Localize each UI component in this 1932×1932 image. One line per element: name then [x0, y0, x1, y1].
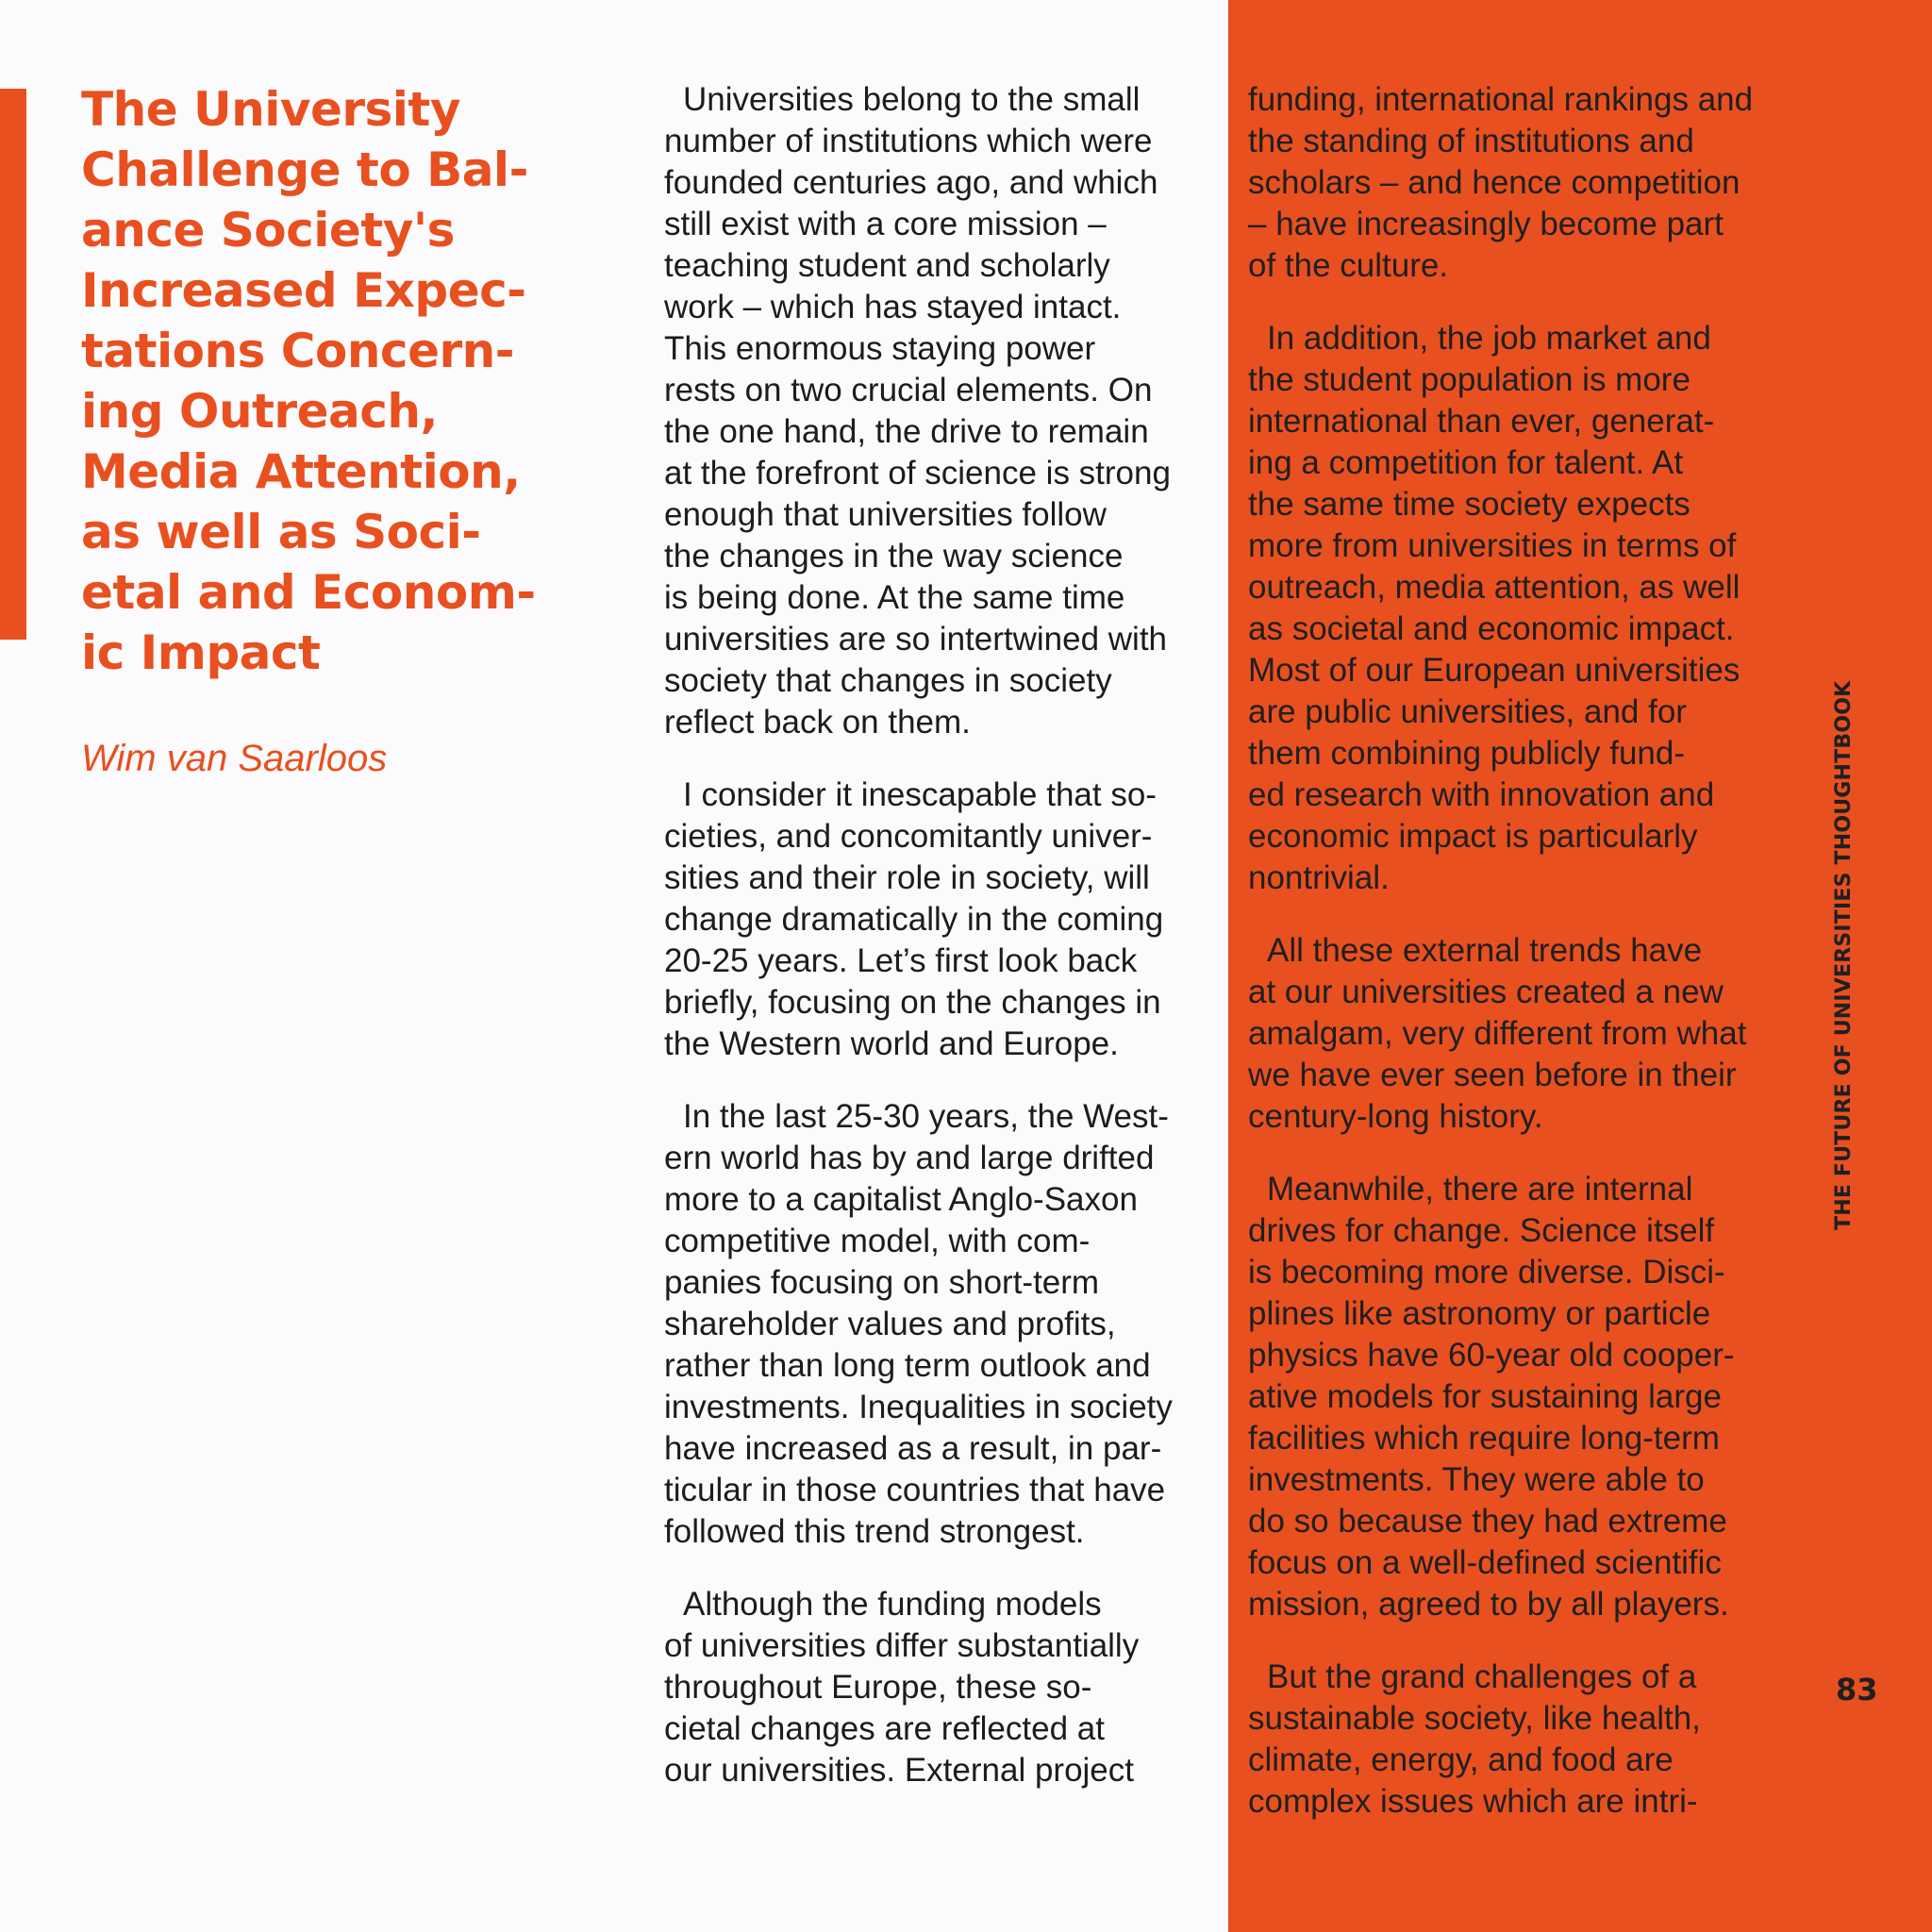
text-line: In addition, the job market and [1267, 320, 1711, 357]
text-line: the Western world and Europe. [664, 1025, 1119, 1062]
title-line: Challenge to Bal- [81, 142, 528, 197]
text-line: our universities. External project [664, 1752, 1134, 1789]
text-line: more from universities in terms of [1248, 527, 1737, 564]
text-line: nontrivial. [1248, 859, 1390, 896]
text-line: ing a competition for talent. At [1248, 444, 1684, 481]
paragraph [664, 774, 1192, 1065]
text-line: briefly, focusing on the changes in [664, 984, 1161, 1021]
text-line: drives for change. Science itself [1248, 1212, 1715, 1249]
text-line: ative models for sustaining large [1248, 1378, 1722, 1415]
text-line: Most of our European universities [1248, 652, 1740, 689]
text-line: panies focusing on short-term [664, 1264, 1100, 1301]
text-line: physics have 60-year old cooper- [1248, 1337, 1735, 1374]
text-line: sustainable society, like health, [1248, 1700, 1701, 1737]
title-line: ing Outreach, [81, 384, 438, 439]
text-line: ed research with innovation and [1248, 776, 1715, 813]
text-line: 20-25 years. Let’s first look back [664, 942, 1138, 979]
text-line: rests on two crucial elements. On [664, 372, 1153, 408]
accent-bar [0, 89, 26, 640]
text-line: at the forefront of science is strong [664, 455, 1171, 491]
text-line: Universities belong to the small [683, 81, 1141, 118]
title-line: tations Concern- [81, 324, 514, 378]
text-line: Although the funding models [683, 1586, 1102, 1623]
paragraph [1248, 930, 1776, 1138]
title-line: etal and Econom- [81, 565, 536, 620]
text-line: – have increasingly become part [1248, 206, 1724, 242]
text-column-middle [664, 79, 1192, 1823]
text-line: enough that universities follow [664, 496, 1107, 533]
text-line: cieties, and concomitantly univer- [664, 818, 1153, 855]
author-name: Wim van Saarloos [81, 738, 388, 779]
text-line: founded centuries ago, and which [664, 164, 1158, 201]
text-line: ern world has by and large drifted [664, 1140, 1155, 1176]
text-line: All these external trends have [1267, 932, 1703, 969]
paragraph [1248, 79, 1776, 287]
paragraph [1248, 318, 1776, 899]
text-line: work – which has stayed intact. [664, 289, 1122, 325]
text-line: funding, international rankings and [1248, 81, 1754, 118]
text-line: focus on a well-defined scientific [1248, 1544, 1722, 1581]
text-line: competitive model, with com- [664, 1223, 1091, 1259]
text-line: reflect back on them. [664, 704, 971, 741]
page-number: 83 [1836, 1672, 1878, 1707]
text-line: followed this trend strongest. [664, 1513, 1085, 1550]
running-header-vertical: THE FUTURE OF UNIVERSITIES THOUGHTBOOK [1832, 680, 1856, 1230]
text-line: But the grand challenges of a [1267, 1658, 1697, 1695]
text-line: complex issues which are intri- [1248, 1783, 1698, 1820]
text-line: cietal changes are reflected at [664, 1710, 1105, 1747]
title-line: ic Impact [81, 625, 321, 680]
text-line: them combining publicly fund- [1248, 735, 1686, 772]
title-line: Media Attention, [81, 444, 521, 499]
text-line: of the culture. [1248, 247, 1449, 284]
text-line: change dramatically in the coming [664, 901, 1164, 938]
text-line: century-long history. [1248, 1098, 1543, 1135]
paragraph [664, 1584, 1192, 1791]
text-line: facilities which require long-term [1248, 1420, 1720, 1457]
text-line: is becoming more diverse. Disci- [1248, 1254, 1725, 1291]
title-line: The University [81, 82, 460, 137]
text-line: the standing of institutions and [1248, 123, 1694, 159]
paragraph [1248, 1169, 1776, 1625]
paragraph [1248, 1657, 1776, 1823]
text-line: I consider it inescapable that so- [683, 776, 1157, 813]
text-line: sities and their role in society, will [664, 859, 1150, 896]
text-line: the changes in the way science [664, 538, 1124, 575]
text-line: number of institutions which were [664, 123, 1153, 159]
paragraph [664, 79, 1192, 743]
text-line: mission, agreed to by all players. [1248, 1586, 1729, 1623]
text-line: teaching student and scholarly [664, 247, 1110, 284]
text-line: shareholder values and profits, [664, 1306, 1116, 1342]
text-line: climate, energy, and food are [1248, 1741, 1674, 1778]
title-line: ance Society's [81, 203, 455, 258]
text-line: of universities differ substantially [664, 1627, 1140, 1664]
text-line: rather than long term outlook and [664, 1347, 1151, 1384]
text-line: more to a capitalist Anglo-Saxon [664, 1181, 1138, 1218]
text-line: This enormous staying power [664, 330, 1096, 367]
text-line: scholars – and hence competition [1248, 164, 1740, 201]
text-line: society that changes in society [664, 662, 1112, 699]
text-line: as societal and economic impact. [1248, 610, 1735, 647]
text-line: plines like astronomy or particle [1248, 1295, 1711, 1332]
text-line: ticular in those countries that have [664, 1472, 1166, 1508]
text-line: the student population is more [1248, 361, 1690, 398]
article-title [81, 79, 553, 683]
text-line: do so because they had extreme [1248, 1503, 1727, 1540]
text-line: investments. Inequalities in society [664, 1389, 1173, 1425]
text-line: Meanwhile, there are internal [1267, 1171, 1693, 1208]
text-line: have increased as a result, in par- [664, 1430, 1162, 1467]
text-line: are public universities, and for [1248, 693, 1687, 730]
text-line: still exist with a core mission – [664, 206, 1107, 242]
text-line: the same time society expects [1248, 486, 1690, 523]
title-line: Increased Expec- [81, 263, 526, 318]
paragraph [664, 1096, 1192, 1553]
text-line: outreach, media attention, as well [1248, 569, 1740, 606]
text-line: the one hand, the drive to remain [664, 413, 1149, 450]
text-line: In the last 25-30 years, the West- [683, 1098, 1169, 1135]
text-line: is being done. At the same time [664, 579, 1125, 616]
text-line: economic impact is particularly [1248, 818, 1698, 855]
title-line: as well as Soci- [81, 505, 481, 559]
text-line: universities are so intertwined with [664, 621, 1168, 658]
text-line: amalgam, very different from what [1248, 1015, 1747, 1052]
text-line: investments. They were able to [1248, 1461, 1705, 1498]
text-line: at our universities created a new [1248, 974, 1724, 1010]
text-line: international than ever, generat- [1248, 403, 1715, 440]
text-line: we have ever seen before in their [1248, 1057, 1737, 1093]
text-line: throughout Europe, these so- [664, 1669, 1092, 1706]
text-column-right [1248, 79, 1776, 1854]
